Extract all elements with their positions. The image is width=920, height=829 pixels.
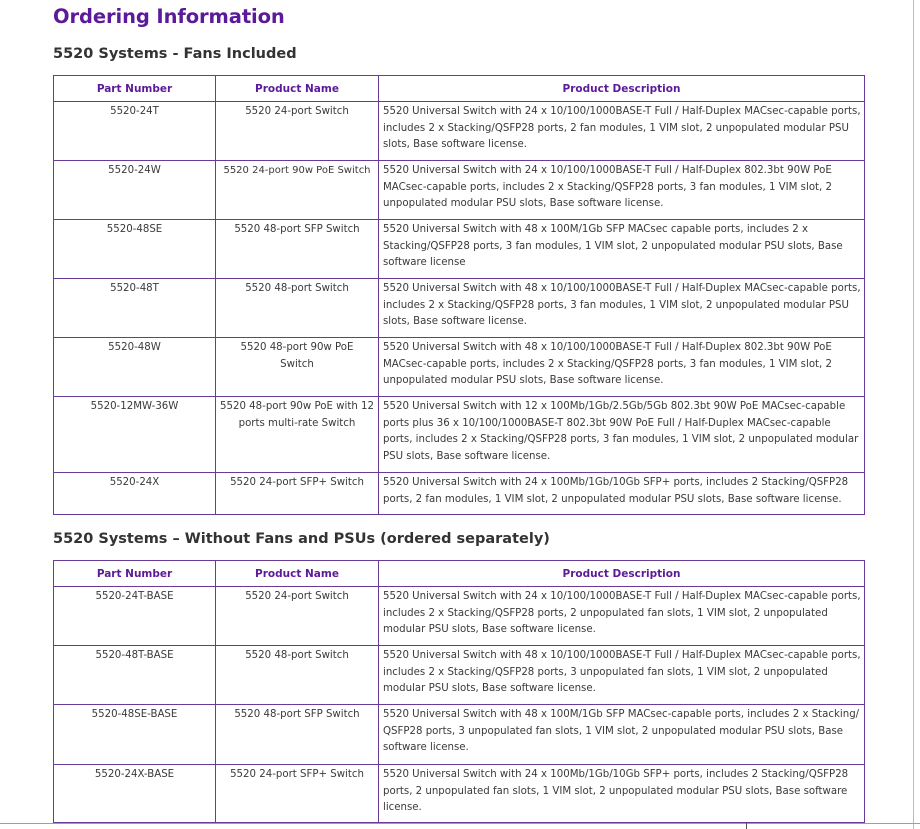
- part-number-cell: 5520-48T: [54, 279, 216, 338]
- table-row: [54, 220, 865, 279]
- part-number-cell: 5520-24T: [54, 102, 216, 161]
- table-row: [54, 646, 865, 705]
- ordering-table-without-fans-psus: [53, 560, 865, 823]
- part-number-cell: 5520-48W: [54, 338, 216, 397]
- product-description-cell: 5520 Universal Switch with 48 x 10/100/1000BASE-T Full / Half-Duplex MACsec-capable ports, includes 2 x Stacking/QSFP28 ports, 3 fan modules, 1 VIM slot, 2 unpopulated modular PSU slots, Base software license.: [379, 279, 865, 338]
- part-number-cell: 5520-12MW-36W: [54, 397, 216, 473]
- section-heading-fans-included: 5520 Systems - Fans Included: [53, 46, 297, 62]
- ordering-table-fans-included: [53, 75, 865, 515]
- part-number-cell: 5520-48SE-BASE: [54, 705, 216, 765]
- column-header-product-description: Product Description: [379, 76, 865, 102]
- table-row: [54, 587, 865, 646]
- table-row: [54, 397, 865, 473]
- product-name-cell: 5520 24-port SFP+ Switch: [216, 765, 379, 823]
- product-name-cell: 5520 48-port Switch: [216, 646, 379, 705]
- product-name-cell: 5520 24-port SFP+ Switch: [216, 473, 379, 515]
- product-description-cell: 5520 Universal Switch with 12 x 100Mb/1Gb/2.5Gb/5Gb 802.3bt 90W PoE MACsec-capable ports plus 36 x 10/100/1000BASE-T 802.3bt 90W PoE Full / Half-Duplex MACsec-capable ports, includes 2 x Stacking/QSFP28 ports, 3 fan modules, 1 VIM slot, 2 unpopulated modular PSU slots, Base software license.: [379, 397, 865, 473]
- part-number-cell: 5520-24W: [54, 161, 216, 220]
- column-header-part-number: Part Number: [54, 561, 216, 587]
- part-number-cell: 5520-24X-BASE: [54, 765, 216, 823]
- table-row: [54, 338, 865, 397]
- product-name-cell: 5520 24-port Switch: [216, 102, 379, 161]
- product-description-cell: 5520 Universal Switch with 24 x 100Mb/1Gb/10Gb SFP+ ports, includes 2 Stacking/QSFP28 ports, 2 unpopulated fan slots, 1 VIM slot, 2 unpopulated modular PSU slots, Base software license.: [379, 765, 865, 823]
- product-name-cell: 5520 48-port SFP Switch: [216, 220, 379, 279]
- part-number-cell: 5520-48SE: [54, 220, 216, 279]
- product-name-cell: 5520 48-port SFP Switch: [216, 705, 379, 765]
- product-description-cell: 5520 Universal Switch with 48 x 100M/1Gb SFP MACsec-capable ports, includes 2 x Stacking/ QSFP28 ports, 3 unpopulated fan slots, 1 VIM slot, 2 unpopulated modular PSU slots, Base software license.: [379, 705, 865, 765]
- part-number-cell: 5520-24X: [54, 473, 216, 515]
- page-edge-divider: [913, 0, 914, 829]
- product-name-cell: 5520 24-port Switch: [216, 587, 379, 646]
- table-row: [54, 102, 865, 161]
- table-header-row: [54, 76, 865, 102]
- product-description-cell: 5520 Universal Switch with 48 x 10/100/1000BASE-T Full / Half-Duplex 802.3bt 90W PoE MACsec-capable ports, includes 2 x Stacking/QSFP28 ports, 3 fan modules, 1 VIM slot, 2 unpopulated modular PSU slots, Base software license.: [379, 338, 865, 397]
- product-description-cell: 5520 Universal Switch with 48 x 10/100/1000BASE-T Full / Half-Duplex MACsec-capable ports, includes 2 x Stacking/QSFP28 ports, 3 unpopulated fan slots, 1 VIM slot, 2 unpopulated modular PSU slots, Base software license.: [379, 646, 865, 705]
- product-description-cell: 5520 Universal Switch with 24 x 100Mb/1Gb/10Gb SFP+ ports, includes 2 Stacking/QSFP28 ports, 2 fan modules, 1 VIM slot, 2 unpopulated modular PSU slots, Base software license.: [379, 473, 865, 515]
- product-description-cell: 5520 Universal Switch with 24 x 10/100/1000BASE-T Full / Half-Duplex MACsec-capable ports, includes 2 x Stacking/QSFP28 ports, 2 unpopulated fan slots, 1 VIM slot, 2 unpopulated modular PSU slots, Base software license.: [379, 587, 865, 646]
- product-name-cell: 5520 48-port 90w PoE Switch: [216, 338, 379, 397]
- product-description-cell: 5520 Universal Switch with 24 x 10/100/1000BASE-T Full / Half-Duplex MACsec-capable ports, includes 2 x Stacking/QSFP28 ports, 2 fan modules, 1 VIM slot, 2 unpopulated modular PSU slots, Base software license.: [379, 102, 865, 161]
- table-row: [54, 705, 865, 765]
- viewer-bottom-divider: [0, 823, 920, 824]
- table-header-row: [54, 561, 865, 587]
- product-description-cell: 5520 Universal Switch with 24 x 10/100/1000BASE-T Full / Half-Duplex 802.3bt 90W PoE MACsec-capable ports, includes 2 x Stacking/QSFP28 ports, 3 fan modules, 1 VIM slot, 2 unpopulated modular PSU slots, Base software license.: [379, 161, 865, 220]
- page-title: Ordering Information: [53, 5, 285, 28]
- product-name-cell: 5520 24-port 90w PoE Switch: [216, 161, 379, 220]
- part-number-cell: 5520-48T-BASE: [54, 646, 216, 705]
- product-description-cell: 5520 Universal Switch with 48 x 100M/1Gb SFP MACsec capable ports, includes 2 x Stacking/QSFP28 ports, 3 fan modules, 1 VIM slot, 2 unpopulated modular PSU slots, Base software license: [379, 220, 865, 279]
- product-name-cell: 5520 48-port 90w PoE with 12 ports multi-rate Switch: [216, 397, 379, 473]
- part-number-cell: 5520-24T-BASE: [54, 587, 216, 646]
- viewer-bottom-tick: [746, 823, 747, 829]
- column-header-product-name: Product Name: [216, 76, 379, 102]
- table-row: [54, 765, 865, 823]
- table-row: [54, 279, 865, 338]
- table-row: [54, 473, 865, 515]
- product-name-cell: 5520 48-port Switch: [216, 279, 379, 338]
- table-row: [54, 161, 865, 220]
- column-header-product-description: Product Description: [379, 561, 865, 587]
- column-header-part-number: Part Number: [54, 76, 216, 102]
- column-header-product-name: Product Name: [216, 561, 379, 587]
- section-heading-without-fans-psus: 5520 Systems – Without Fans and PSUs (ordered separately): [53, 531, 550, 547]
